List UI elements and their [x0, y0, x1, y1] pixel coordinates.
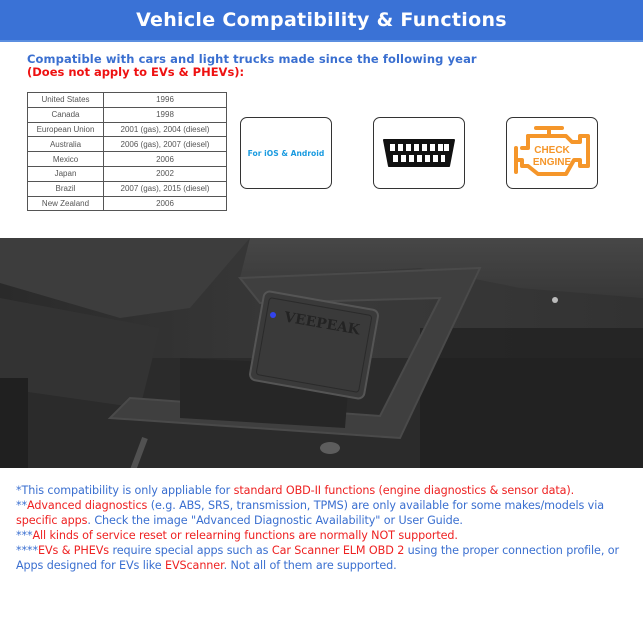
country-cell: Canada — [28, 107, 104, 122]
year-cell: 2001 (gas), 2004 (diesel) — [104, 122, 227, 137]
obd-connector-icon — [381, 136, 457, 170]
title-banner — [0, 0, 643, 42]
intro-ev-exclusion: (Does not apply to EVs & PHEVs): — [27, 65, 245, 79]
country-cell: European Union — [28, 122, 104, 137]
table-row — [28, 107, 227, 122]
country-cell: Mexico — [28, 152, 104, 167]
check-engine-icon — [510, 122, 594, 184]
compatibility-intro — [27, 53, 627, 79]
product-photo — [0, 238, 643, 468]
table-row — [28, 137, 227, 152]
note-service-reset: ***All kinds of service reset or relearning functions are normally NOT supported. — [16, 529, 458, 542]
svg-text:VEEPEAK: VEEPEAK — [282, 309, 362, 339]
note-standard-obd: *This compatibility is only appliable for standard OBD-II functions (engine diagnostics & sensor data). — [16, 484, 575, 497]
country-cell: Australia — [28, 137, 104, 152]
country-cell: New Zealand — [28, 196, 104, 211]
year-cell: 2006 — [104, 152, 227, 167]
phone-platform-icon: For iOS & Android — [247, 148, 325, 158]
note-ev-phev: ****EVs & PHEVs require special apps such as Car Scanner ELM OBD 2 using the proper connection profile, or Apps designed for EVs like EVScanner. Not all of them are supported. — [16, 544, 619, 572]
compatibility-table — [27, 92, 227, 211]
year-cell: 1996 — [104, 93, 227, 108]
year-cell: 2002 — [104, 166, 227, 181]
intro-compat-statement: Compatible with cars and light trucks made since the following year — [27, 52, 477, 66]
table-row — [28, 122, 227, 137]
table-row — [28, 196, 227, 211]
check-engine-box — [506, 117, 598, 189]
platform-support-box — [240, 117, 332, 189]
country-cell: Brazil — [28, 181, 104, 196]
country-cell: United States — [28, 93, 104, 108]
year-cell: 1998 — [104, 107, 227, 122]
obd-adapter-installed-photo — [0, 238, 643, 468]
note-advanced-diagnostics: **Advanced diagnostics (e.g. ABS, SRS, transmission, TPMS) are only available for some makes/models via specific apps. Check the image "Advanced Diagnostic Availability" or User Guide. — [16, 499, 604, 527]
compatibility-notes — [16, 483, 631, 573]
page-title: Vehicle Compatibility & Functions — [136, 9, 507, 31]
table-row — [28, 152, 227, 167]
country-cell: Japan — [28, 166, 104, 181]
table-row — [28, 166, 227, 181]
table-row — [28, 93, 227, 108]
svg-text:CHECK: CHECK — [534, 145, 570, 156]
year-cell: 2007 (gas), 2015 (diesel) — [104, 181, 227, 196]
svg-text:ENGINE: ENGINE — [532, 157, 572, 168]
year-cell: 2006 — [104, 196, 227, 211]
obd-port-box — [373, 117, 465, 189]
year-cell: 2006 (gas), 2007 (diesel) — [104, 137, 227, 152]
table-row — [28, 181, 227, 196]
